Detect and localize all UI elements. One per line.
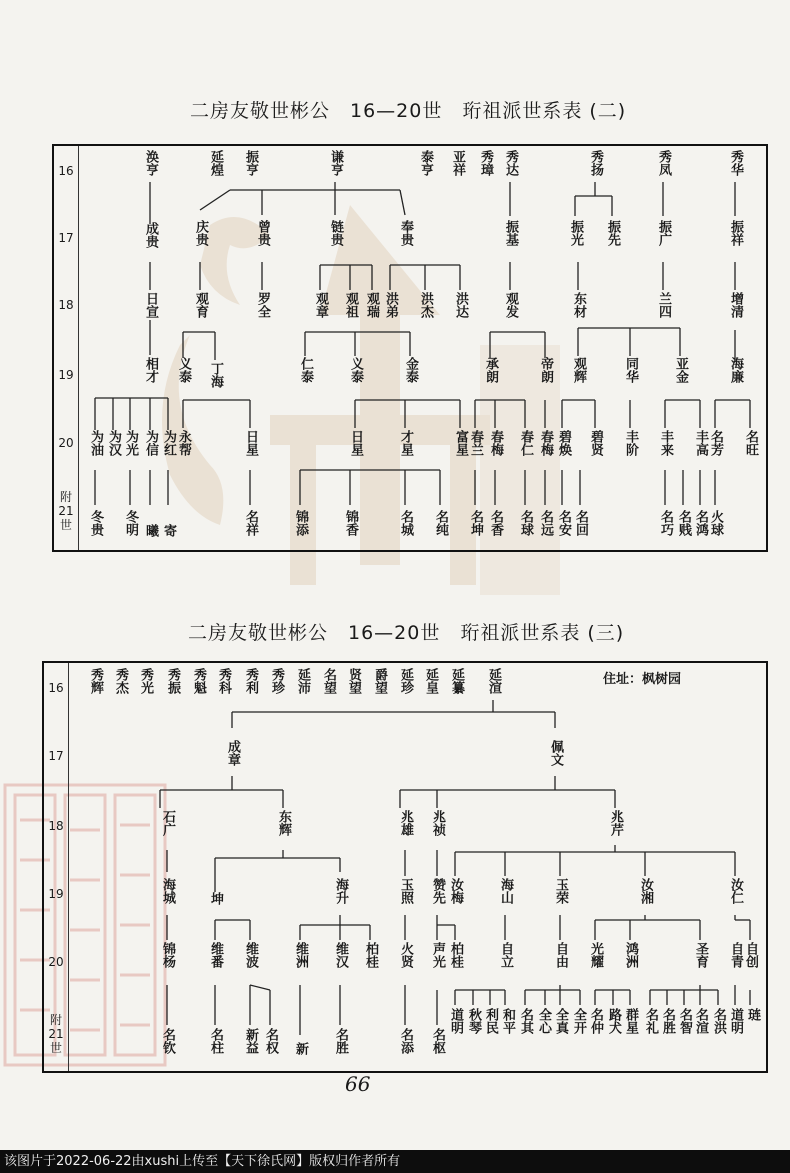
person-name: 泰亨 xyxy=(418,150,433,176)
person-name: 赞先 xyxy=(430,878,445,904)
person-name: 秀凤 xyxy=(656,150,671,176)
person-name: 春兰 xyxy=(468,430,483,456)
person-name: 名其 xyxy=(518,1008,533,1034)
person-name: 自青 xyxy=(728,942,743,968)
person-name: 日星 xyxy=(243,430,258,456)
person-name: 仁泰 xyxy=(298,357,313,383)
person-name: 兰四 xyxy=(656,292,671,318)
person-name: 名球 xyxy=(518,510,533,536)
gen-label: 17 xyxy=(48,749,64,763)
person-name: 观发 xyxy=(503,292,518,318)
person-name: 洪达 xyxy=(453,292,468,318)
person-name: 春梅 xyxy=(538,430,553,456)
person-name: 火球 xyxy=(708,510,723,536)
person-name: 义泰 xyxy=(348,357,363,383)
person-name: 振光 xyxy=(568,220,583,246)
person-name: 琏 xyxy=(745,1008,760,1021)
person-name: 声光 xyxy=(430,942,445,968)
gen21-label: 附 21 世 xyxy=(48,1013,64,1055)
person-name: 汝湘 xyxy=(638,878,653,904)
person-name: 名鸿 xyxy=(693,510,708,536)
person-name: 名坤 xyxy=(468,510,483,536)
person-name: 石广 xyxy=(160,810,175,836)
person-name: 秀璋 xyxy=(478,150,493,176)
person-name: 路犬 xyxy=(606,1008,621,1034)
person-name: 秀珍 xyxy=(269,668,284,694)
person-name: 秀达 xyxy=(503,150,518,176)
person-name: 观章 xyxy=(313,292,328,318)
person-name: 名枢 xyxy=(430,1028,445,1054)
person-name: 火贤 xyxy=(398,942,413,968)
person-name: 振基 xyxy=(503,220,518,246)
person-name: 丰来 xyxy=(658,430,673,456)
table3-generation-column xyxy=(44,663,69,1071)
person-name: 新 xyxy=(293,1042,308,1055)
person-name: 名贱 xyxy=(676,510,691,536)
person-name: 为汉 xyxy=(106,430,121,456)
person-name: 曦 xyxy=(143,524,158,537)
person-name: 兆祯 xyxy=(430,810,445,836)
person-name: 全开 xyxy=(571,1008,586,1034)
person-name: 延珍 xyxy=(398,668,413,694)
person-name: 碧贤 xyxy=(588,430,603,456)
person-name: 汝梅 xyxy=(448,878,463,904)
person-name: 自立 xyxy=(498,942,513,968)
person-name: 名柱 xyxy=(208,1028,223,1054)
person-name: 振祥 xyxy=(728,220,743,246)
gen-label: 16 xyxy=(48,681,64,695)
person-name: 奉贵 xyxy=(398,220,413,246)
person-name: 亚祥 xyxy=(450,150,465,176)
person-name: 秀魁 xyxy=(191,668,206,694)
upload-footer: 该图片于2022-06-22由xushi上传至【天下徐氏网】版权归作者所有 xyxy=(0,1150,790,1173)
gen-label: 19 xyxy=(48,887,64,901)
person-name: 名胜 xyxy=(660,1008,675,1034)
person-name: 群星 xyxy=(623,1008,638,1034)
person-name: 观祖 xyxy=(343,292,358,318)
person-name: 成贵 xyxy=(143,222,158,248)
person-name: 光耀 xyxy=(588,942,603,968)
person-name: 丰阶 xyxy=(623,430,638,456)
person-name: 振广 xyxy=(656,220,671,246)
person-name: 洪弟 xyxy=(383,292,398,318)
person-name: 相才 xyxy=(143,357,158,383)
person-name: 涣亨 xyxy=(143,150,158,176)
gen-label: 20 xyxy=(58,436,74,450)
person-name: 自创 xyxy=(743,942,758,968)
person-name: 丁海 xyxy=(208,362,223,388)
gen-label: 17 xyxy=(58,231,74,245)
person-name: 鸿洲 xyxy=(623,942,638,968)
person-name: 锦香 xyxy=(343,510,358,536)
person-name: 汝仁 xyxy=(728,878,743,904)
person-name: 同华 xyxy=(623,357,638,383)
person-name: 曾贵 xyxy=(255,220,270,246)
person-name: 海城 xyxy=(160,878,175,904)
person-name: 秀辉 xyxy=(88,668,103,694)
person-name: 名礼 xyxy=(643,1008,658,1034)
person-name: 名仲 xyxy=(588,1008,603,1034)
person-name: 维番 xyxy=(208,942,223,968)
person-name: 秀扬 xyxy=(588,150,603,176)
person-name: 帝朗 xyxy=(538,357,553,383)
person-name: 维波 xyxy=(243,942,258,968)
person-name: 金泰 xyxy=(403,357,418,383)
person-name: 道明 xyxy=(448,1008,463,1034)
person-name: 爵望 xyxy=(372,668,387,694)
person-name: 丰高 xyxy=(693,430,708,456)
person-name: 名胜 xyxy=(333,1028,348,1054)
table2-title: 二房友敬世彬公 16—20世 珩祖派世系表 (二) xyxy=(190,100,627,122)
person-name: 兆雄 xyxy=(398,810,413,836)
person-name: 维洲 xyxy=(293,942,308,968)
person-name: 秀杰 xyxy=(113,668,128,694)
person-name: 链贵 xyxy=(328,220,343,246)
person-name: 名回 xyxy=(573,510,588,536)
table3-title: 二房友敬世彬公 16—20世 珩祖派世系表 (三) xyxy=(188,622,625,644)
person-name: 自由 xyxy=(553,942,568,968)
person-name: 名祥 xyxy=(243,510,258,536)
person-name: 名安 xyxy=(556,510,571,536)
person-name: 庆贵 xyxy=(193,220,208,246)
person-name: 贤望 xyxy=(346,668,361,694)
person-name: 名洪 xyxy=(711,1008,726,1034)
page-number: 66 xyxy=(345,1072,371,1096)
person-name: 海廉 xyxy=(728,357,743,383)
person-name: 圣育 xyxy=(693,942,708,968)
person-name: 全真 xyxy=(553,1008,568,1034)
gen21-label: 附 21 世 xyxy=(58,490,74,532)
person-name: 名智 xyxy=(677,1008,692,1034)
person-name: 名钦 xyxy=(160,1028,175,1054)
person-name: 观辉 xyxy=(571,357,586,383)
person-name: 冬明 xyxy=(123,510,138,536)
person-name: 秀科 xyxy=(216,668,231,694)
person-name: 锦杨 xyxy=(160,942,175,968)
person-name: 柏桂 xyxy=(448,942,463,968)
person-name: 观瑞 xyxy=(364,292,379,318)
person-name: 延煌 xyxy=(208,150,223,176)
person-name: 义泰 xyxy=(176,357,191,383)
person-name: 碧焕 xyxy=(556,430,571,456)
person-name: 才星 xyxy=(398,430,413,456)
person-name: 富星 xyxy=(453,430,468,456)
person-name: 承朗 xyxy=(483,357,498,383)
person-name: 柏桂 xyxy=(363,942,378,968)
table2-frame xyxy=(52,144,768,552)
person-name: 延纂 xyxy=(449,668,464,694)
address-label: 住址：枫树园 xyxy=(603,672,682,687)
person-name: 为信 xyxy=(143,430,158,456)
person-name: 日宣 xyxy=(143,292,158,318)
person-name: 东辉 xyxy=(276,810,291,836)
person-name: 春梅 xyxy=(488,430,503,456)
person-name: 兆芹 xyxy=(608,810,623,836)
person-name: 观育 xyxy=(193,292,208,318)
person-name: 名望 xyxy=(321,668,336,694)
person-name: 秀利 xyxy=(243,668,258,694)
person-name: 延沛 xyxy=(295,668,310,694)
person-name: 延渲 xyxy=(486,668,501,694)
person-name: 锦添 xyxy=(293,510,308,536)
person-name: 名渲 xyxy=(693,1008,708,1034)
person-name: 罗全 xyxy=(255,292,270,318)
person-name: 和平 xyxy=(500,1008,515,1034)
person-name: 秀华 xyxy=(728,150,743,176)
person-name: 冬贵 xyxy=(88,510,103,536)
person-name: 道明 xyxy=(728,1008,743,1034)
person-name: 利民 xyxy=(483,1008,498,1034)
person-name: 名添 xyxy=(398,1028,413,1054)
person-name: 海山 xyxy=(498,878,513,904)
person-name: 名权 xyxy=(263,1028,278,1054)
person-name: 延皇 xyxy=(423,668,438,694)
person-name: 坤 xyxy=(208,892,223,905)
person-name: 名巧 xyxy=(658,510,673,536)
person-name: 秋琴 xyxy=(466,1008,481,1034)
person-name: 佩文 xyxy=(548,740,563,766)
gen-label: 18 xyxy=(48,819,64,833)
person-name: 名芳 xyxy=(708,430,723,456)
gen-label: 16 xyxy=(58,164,74,178)
person-name: 为红 xyxy=(161,430,176,456)
person-name: 名旺 xyxy=(743,430,758,456)
person-name: 谦亨 xyxy=(328,150,343,176)
person-name: 洪杰 xyxy=(418,292,433,318)
person-name: 玉荣 xyxy=(553,878,568,904)
person-name: 亚金 xyxy=(673,357,688,383)
person-name: 永帮 xyxy=(176,430,191,456)
person-name: 名远 xyxy=(538,510,553,536)
person-name: 全心 xyxy=(536,1008,551,1034)
person-name: 玉照 xyxy=(398,878,413,904)
person-name: 秀光 xyxy=(138,668,153,694)
person-name: 秀振 xyxy=(165,668,180,694)
person-name: 振亨 xyxy=(243,150,258,176)
person-name: 维汉 xyxy=(333,942,348,968)
gen-label: 19 xyxy=(58,368,74,382)
person-name: 名纯 xyxy=(433,510,448,536)
person-name: 为油 xyxy=(88,430,103,456)
gen-label: 18 xyxy=(58,298,74,312)
person-name: 海升 xyxy=(333,878,348,904)
person-name: 名香 xyxy=(488,510,503,536)
person-name: 日星 xyxy=(348,430,363,456)
person-name: 春仁 xyxy=(518,430,533,456)
person-name: 为光 xyxy=(123,430,138,456)
person-name: 增清 xyxy=(728,292,743,318)
gen-label: 20 xyxy=(48,955,64,969)
person-name: 东材 xyxy=(571,292,586,318)
person-name: 振先 xyxy=(605,220,620,246)
person-name: 成章 xyxy=(225,740,240,766)
person-name: 名城 xyxy=(398,510,413,536)
person-name: 寄 xyxy=(161,524,176,537)
person-name: 新益 xyxy=(243,1028,258,1054)
